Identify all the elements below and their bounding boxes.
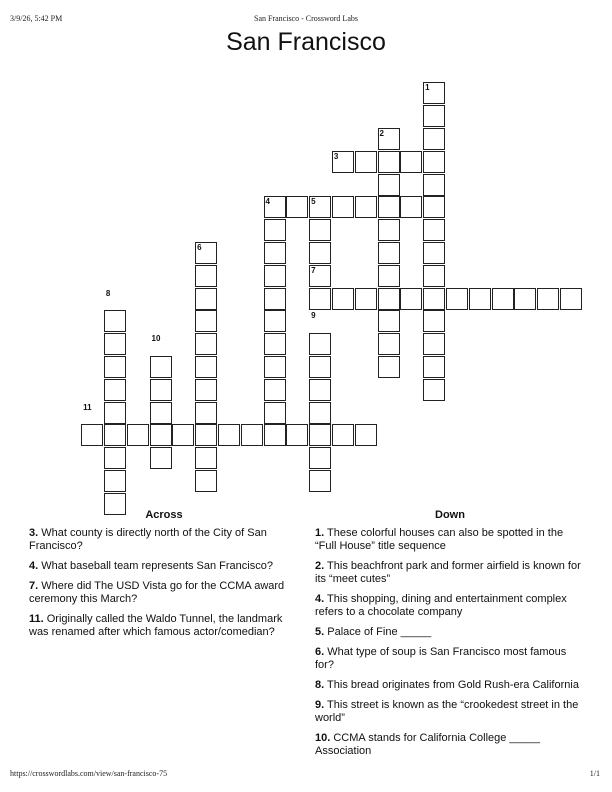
crossword-cell[interactable] — [195, 265, 217, 287]
crossword-cell[interactable] — [264, 424, 286, 446]
clue-number: 4. — [315, 593, 325, 605]
crossword-cell[interactable] — [150, 402, 172, 424]
crossword-cell[interactable] — [104, 402, 126, 424]
clue-number: 4. — [29, 560, 39, 572]
crossword-cell[interactable] — [172, 424, 194, 446]
clue-number-label: 5 — [311, 197, 316, 207]
crossword-cell[interactable] — [264, 356, 286, 378]
down-clues — [315, 509, 585, 765]
clue-number: 11. — [29, 613, 44, 625]
crossword-cell[interactable] — [378, 219, 400, 241]
crossword-cell[interactable] — [264, 379, 286, 401]
clue-text: What county is directly north of the City of San Francisco? — [29, 527, 267, 552]
crossword-cell[interactable] — [355, 151, 377, 173]
clue-text: These colorful houses can also be spotted in the “Full House” title sequence — [315, 527, 564, 552]
crossword-cell[interactable] — [264, 242, 286, 264]
crossword-cell[interactable] — [195, 470, 217, 492]
crossword-cell[interactable] — [378, 196, 400, 218]
crossword-cell[interactable] — [537, 288, 559, 310]
crossword-cell[interactable] — [150, 424, 172, 446]
crossword-cell[interactable] — [309, 242, 331, 264]
crossword-cell[interactable] — [104, 333, 126, 355]
clue-number: 10. — [315, 732, 331, 744]
clue-number: 2. — [315, 560, 325, 572]
down-heading: Down — [435, 509, 465, 521]
crossword-cell[interactable] — [378, 288, 400, 310]
page-title: San Francisco — [226, 28, 386, 56]
across-clues — [29, 509, 299, 646]
crossword-cell[interactable] — [309, 356, 331, 378]
crossword-cell[interactable] — [332, 288, 354, 310]
crossword-cell[interactable] — [378, 265, 400, 287]
crossword-cell[interactable] — [127, 424, 149, 446]
clue-text: This bread originates from Gold Rush-era California — [327, 679, 579, 691]
down-clue — [315, 679, 585, 692]
crossword-cell[interactable] — [286, 424, 308, 446]
crossword-cell[interactable] — [195, 356, 217, 378]
crossword-cell[interactable] — [195, 402, 217, 424]
crossword-cell[interactable] — [446, 288, 468, 310]
print-footer-url: https://crosswordlabs.com/view/san-francisco-75 — [10, 769, 168, 778]
crossword-cell[interactable] — [378, 242, 400, 264]
crossword-cell[interactable] — [195, 288, 217, 310]
clue-number-label: 2 — [379, 129, 384, 138]
crossword-cell[interactable] — [514, 288, 536, 310]
clue-number-label: 3 — [333, 151, 339, 161]
crossword-cell[interactable] — [423, 310, 445, 332]
down-clue — [315, 626, 585, 639]
crossword-cell[interactable] — [81, 424, 103, 446]
crossword-cell[interactable] — [560, 288, 582, 310]
crossword-cell[interactable] — [104, 310, 126, 332]
crossword-cell[interactable] — [264, 219, 286, 241]
down-clue — [315, 699, 585, 725]
crossword-cell[interactable] — [264, 310, 286, 332]
clue-number-label: 4 — [265, 197, 270, 207]
crossword-cell[interactable] — [286, 196, 308, 218]
clue-number-label: 7 — [311, 265, 316, 275]
clue-text: This street is known as the “crookedest street in the world” — [315, 699, 579, 724]
crossword-cell[interactable] — [332, 424, 354, 446]
print-header-title: San Francisco - Crossword Labs — [254, 14, 358, 23]
crossword-cell[interactable] — [423, 265, 445, 287]
crossword-cell[interactable] — [150, 356, 172, 378]
crossword-cell[interactable] — [309, 219, 331, 241]
crossword-cell[interactable] — [423, 333, 445, 355]
crossword-cell[interactable] — [264, 265, 286, 287]
crossword-cell[interactable] — [423, 105, 445, 127]
clue-number: 1. — [315, 527, 325, 539]
crossword-cell[interactable] — [264, 333, 286, 355]
clue-text: This beachfront park and former airfield is known for its “meet cutes” — [315, 560, 581, 585]
crossword-cell[interactable] — [400, 288, 422, 310]
crossword-cell[interactable] — [150, 447, 172, 469]
crossword-cell[interactable] — [355, 288, 377, 310]
across-clue — [29, 527, 299, 553]
crossword-cell[interactable] — [423, 196, 445, 218]
print-page-number: 1/1 — [589, 769, 600, 778]
crossword-cell[interactable] — [378, 310, 400, 332]
crossword-cell[interactable] — [423, 288, 445, 310]
crossword-cell[interactable] — [492, 288, 514, 310]
crossword-cell[interactable] — [241, 424, 263, 446]
across-clue — [29, 560, 299, 573]
crossword-cell[interactable] — [218, 424, 240, 446]
clue-number-label: 6 — [197, 243, 202, 252]
crossword-cell[interactable] — [378, 333, 400, 355]
down-clue — [315, 527, 585, 553]
crossword-cell[interactable] — [355, 424, 377, 446]
crossword-cell[interactable] — [309, 447, 331, 469]
crossword-cell[interactable] — [423, 242, 445, 264]
crossword-cell[interactable] — [423, 219, 445, 241]
clue-number-label: 8 — [105, 288, 111, 298]
crossword-cell[interactable] — [309, 402, 331, 424]
crossword-cell[interactable] — [355, 196, 377, 218]
print-datetime: 3/9/26, 5:42 PM — [10, 14, 63, 23]
crossword-cell[interactable] — [195, 447, 217, 469]
clue-number: 5. — [315, 626, 325, 638]
crossword-cell[interactable] — [104, 424, 126, 446]
crossword-cell[interactable] — [104, 447, 126, 469]
down-clue — [315, 732, 585, 758]
crossword-cell[interactable] — [423, 174, 445, 196]
crossword-cell[interactable] — [195, 424, 217, 446]
crossword-cell[interactable] — [195, 379, 217, 401]
crossword-cell[interactable] — [195, 310, 217, 332]
crossword-cell[interactable] — [332, 196, 354, 218]
crossword-cell[interactable] — [309, 333, 331, 355]
clue-number-label: 1 — [425, 83, 430, 93]
clue-number: 7. — [29, 580, 39, 592]
crossword-cell[interactable] — [104, 379, 126, 401]
crossword-cell[interactable] — [264, 402, 286, 424]
clue-number: 8. — [315, 679, 325, 691]
crossword-cell[interactable] — [378, 174, 400, 196]
crossword-cell[interactable] — [423, 151, 445, 173]
clue-text: Originally called the Waldo Tunnel, the landmark was renamed after which famous actor/comedian? — [29, 613, 283, 638]
clue-text: What type of soup is San Francisco most famous for? — [315, 646, 567, 671]
clue-number-label: 11 — [83, 402, 92, 412]
clue-text: Palace of Fine _____ — [327, 626, 432, 638]
crossword-cell[interactable] — [423, 379, 445, 401]
across-clue — [29, 580, 299, 606]
crossword-cell[interactable] — [378, 356, 400, 378]
crossword-cell[interactable] — [309, 424, 331, 446]
crossword-cell[interactable] — [150, 379, 172, 401]
crossword-cell[interactable] — [104, 470, 126, 492]
down-clue — [315, 560, 585, 586]
crossword-cell[interactable] — [195, 333, 217, 355]
crossword-cell[interactable] — [309, 379, 331, 401]
clue-text: CCMA stands for California College _____ Association — [315, 732, 541, 757]
clue-number-label: 9 — [311, 311, 316, 321]
crossword-cell[interactable] — [104, 356, 126, 378]
clue-text: What baseball team represents San Francisco? — [41, 560, 273, 572]
clue-number: 3. — [29, 527, 39, 539]
across-clue — [29, 613, 299, 639]
crossword-cell[interactable] — [400, 151, 422, 173]
clue-text: This shopping, dining and entertainment complex refers to a chocolate company — [315, 593, 567, 618]
crossword-cell[interactable] — [423, 128, 445, 150]
clue-number: 9. — [315, 699, 325, 711]
clue-number: 6. — [315, 646, 325, 658]
crossword-cell[interactable] — [264, 288, 286, 310]
crossword-cell[interactable] — [423, 356, 445, 378]
crossword-cell[interactable] — [309, 288, 331, 310]
crossword-cell[interactable] — [378, 151, 400, 173]
clue-text: Where did The USD Vista go for the CCMA award ceremony this March? — [29, 580, 285, 605]
crossword-cell[interactable] — [400, 196, 422, 218]
crossword-cell[interactable] — [309, 470, 331, 492]
crossword-cell[interactable] — [469, 288, 491, 310]
down-clue — [315, 593, 585, 619]
down-clue — [315, 646, 585, 672]
across-heading: Across — [145, 509, 183, 521]
clue-number-label: 10 — [151, 334, 161, 344]
